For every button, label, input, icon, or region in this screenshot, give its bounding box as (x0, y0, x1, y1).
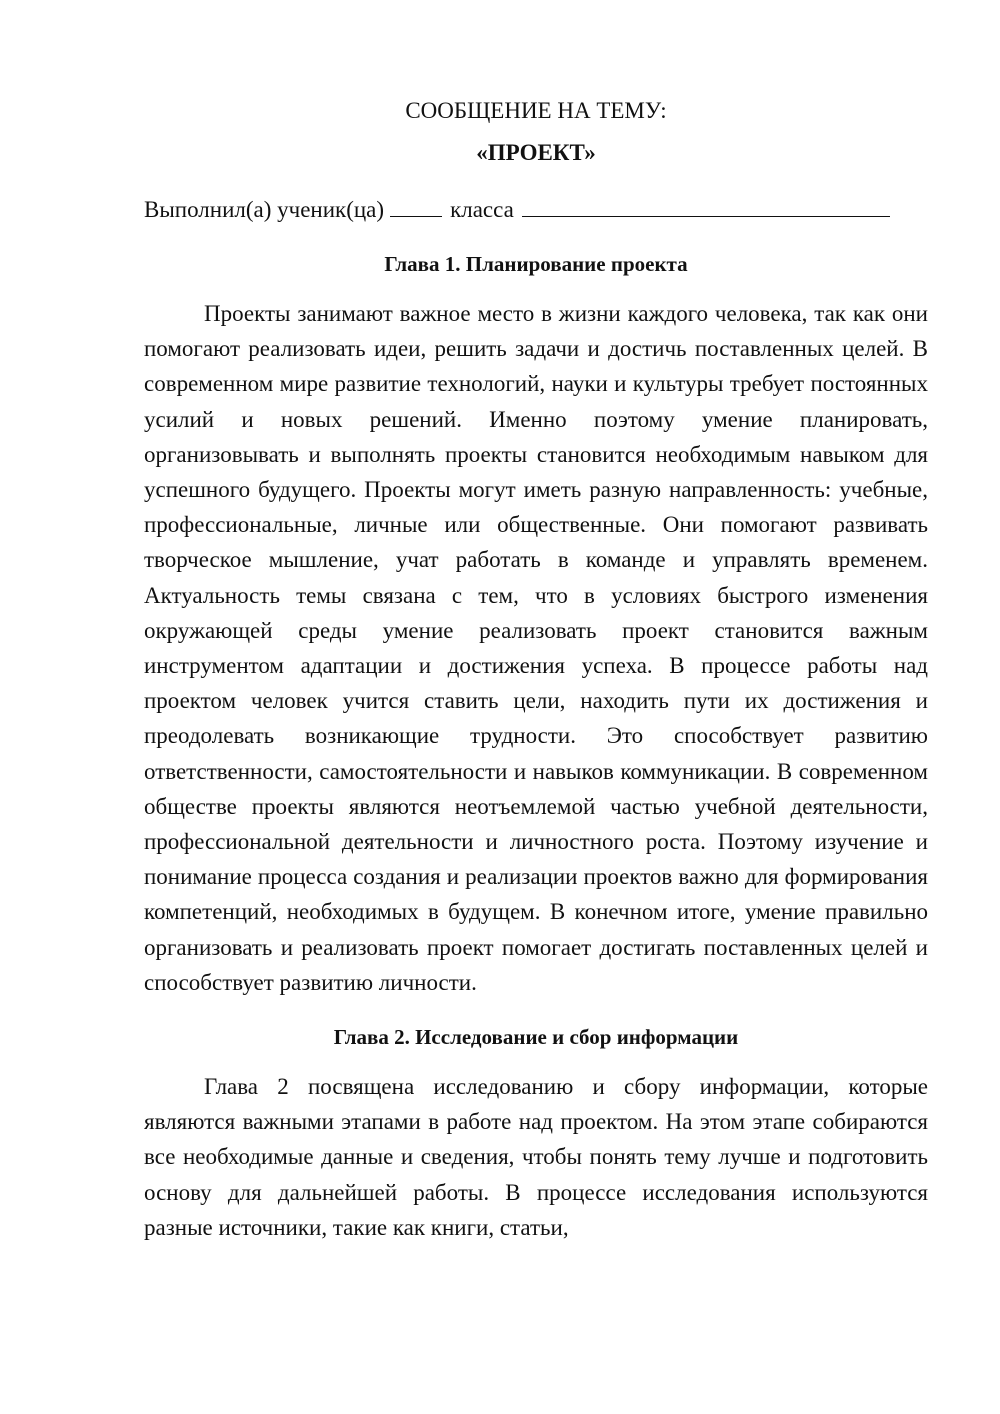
chapter-2-heading: Глава 2. Исследование и сбор информации (333, 1025, 739, 1050)
chapter-2-paragraph: Глава 2 посвящена исследованию и сбору информации, которые являются важными этапами в работе над проектом. На этом этапе собираются все необходимые данные и сведения, чтобы понять тему лучше и подготовить основу для дальнейшей работы. В процессе исследования используются разные источники, такие как книги, статьи, (144, 1074, 928, 1240)
student-name-blank (522, 215, 890, 217)
class-number-blank (390, 215, 442, 217)
author-line (144, 192, 928, 227)
chapter-1-paragraph: Проекты занимают важное место в жизни каждого человека, так как они помогают реализовать идеи, решить задачи и достичь поставленных целей. В современном мире развитие технологий, науки и культуры требует постоянных усилий и новых решений. Именно поэтому умение планировать, организовывать и выполнять проекты становится необходимым навыком для успешного будущего. Проекты могут иметь разную направленность: учебные, профессиональные, личные или общественные. Они помогают развивать творческое мышление, учат работать в команде и управлять временем. Актуальность темы связана с тем, что в условиях быстрого изменения окружающей среды умение реализовать проект становится важным инструментом адаптации и достижения успеха. В процессе работы над проектом человек учится ставить цели, находить пути их достижения и преодолевать возникающие трудности. Это способствует развитию ответственности, самостоятельности и навыков коммуникации. В современном обществе проекты являются неотъемлемой частью учебной деятельности, профессиональной деятельности и личностного роста. Поэтому изучение и понимание процесса создания и реализации проектов важно для формирования компетенций, необходимых в будущем. В конечном итоге, умение правильно организовать и реализовать проект помогает достигать поставленных целей и способствует развитию личности. (144, 301, 928, 995)
class-label: класса (450, 197, 514, 222)
document-title: «ПРОЕКТ» (476, 140, 596, 165)
document-title-topic: СООБЩЕНИЕ НА ТЕМУ: (405, 98, 667, 123)
performed-by-label: Выполнил(а) ученик(ца) (144, 197, 385, 222)
chapter-1-heading: Глава 1. Планирование проекта (384, 252, 688, 276)
document-page (144, 92, 928, 1245)
